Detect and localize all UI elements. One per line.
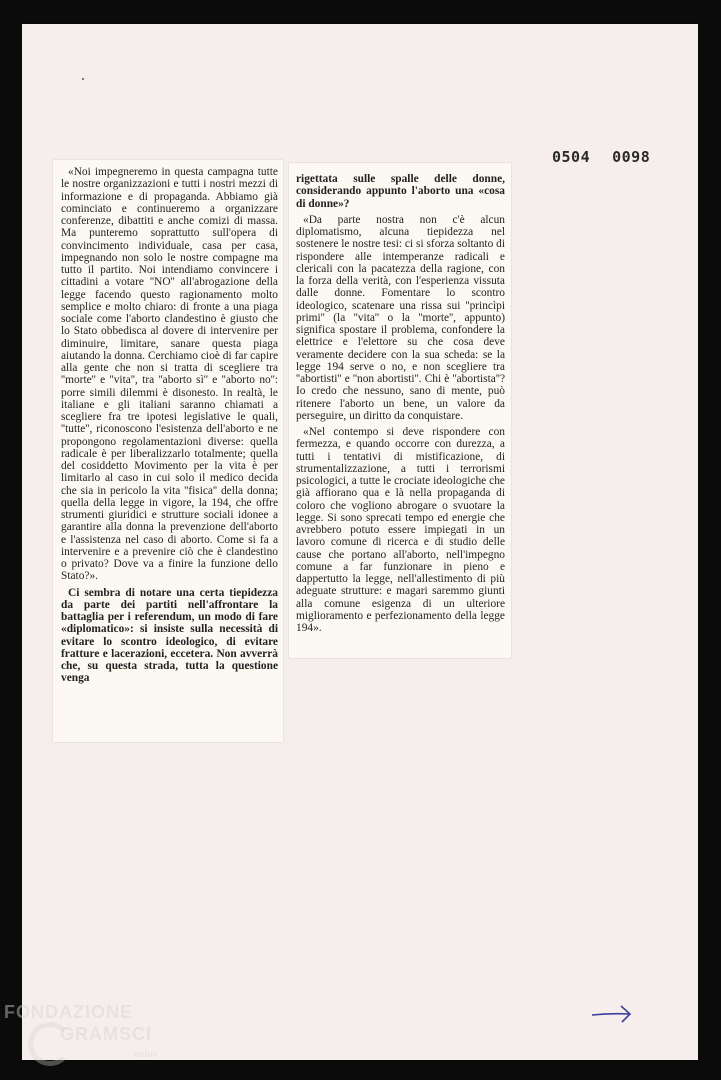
- archive-code-folder: 0504: [552, 148, 591, 166]
- right-paragraph-1-question-end: rigettata sulle spalle delle donne, considerando appunto l'aborto una «cosa di donne»?: [296, 173, 505, 210]
- newspaper-clipping-right: [289, 163, 511, 658]
- paper-mark: [82, 78, 84, 80]
- right-paragraph-3: «Nel contempo si deve rispondere con fermezza, e quando occorre con durezza, a tutti i tentativi di mistificazione, di strumentalizzazione, a tutti i terrorismi psicologici, a tutte le crociate ideologiche che già affiorano qua e là nella propaganda di coloro che vogliono abrogare o svuotare la legge. Si sono sprecati tempo ed energie che avrebbero potuto essere impiegati in un lavoro comune di ricerca e di studio delle cause che portano all'aborto, nell'impegno comune a far funzionare in pieno e dappertutto la legge, nell'allestimento di più adeguate strutture: e magari saremmo giunti alla comune esigenza di un ulteriore miglioramento e perfezionamento della legge 194».: [296, 426, 505, 634]
- newspaper-clipping-left: [53, 160, 283, 742]
- arrow-right-icon: [590, 1003, 634, 1025]
- watermark-line-2: GRAMSCI: [60, 1024, 152, 1044]
- archive-code: [552, 148, 670, 166]
- watermark-line-3: onlus: [134, 1050, 158, 1059]
- right-paragraph-2: «Da parte nostra non c'è alcun diplomatismo, alcuna tiepidezza nel sostenere le nostre tesi: ci si sforza soltanto di rispondere alle intemperanze radicali e clericali con la pacatezza della ragione, con la forza della verità, con l'esperienza vissuta dalle donne. Fomentare lo scontro ideologico, scatenare una rissa sui ''princìpi primi'' (la ''vita'' o la ''morte'', appunto) significa spostare il problema, confondere la elettrice e l'elettore su che cosa deve veramente decidere con la sua scheda: se la legge 194 serve o no, e non scegliere tra ''abortisti'' e ''non abortisti''. Chi è ''abortista''? Io credo che nessuno, sano di mente, può ritenere l'aborto un bene, un valore da perseguire, un diritto da conquistare.: [296, 213, 505, 422]
- left-paragraph-2-question: Ci sembra di notare una certa tiepidezza da parte dei partiti nell'affrontare la battaglia per i referendum, un modo di fare «diplomatico»: si insiste sulla necessità di evitare lo scontro ideologico, di evitare fratture e lacerazioni, eccetera. Non avverrà che, su questa strada, tutta la questione venga: [61, 586, 278, 685]
- fondazione-gramsci-watermark: [4, 1002, 194, 1074]
- left-paragraph-1: «Noi impegneremo in questa campagna tutte le nostre organizzazioni e tutti i nostri mezzi di informazione e di propaganda. Abbiamo già cominciato e continueremo a organizzare conferenze, dibattiti e anche comizi di massa. Ma punteremo soprattutto sull'opera di convincimento individuale, casa per casa, impegnando non solo le nostre compagne ma tutto il partito. Noi intendiamo convincere i cittadini a votare ''NO'' all'abrogazione della legge facendo questo ragionamento molto semplice e molto chiaro: di fronte a una piaga sociale come l'aborto clandestino è giusto che lo Stato obbedisca al dovere di intervenire per diminuire, limitare, sanare questa piaga aiutando la donna. Cerchiamo cioè di far capire alla gente che non si tratta di scegliere tra ''morte'' e ''vita'', tra ''aborto sì'' e ''aborto no'': porre simili dilemmi è disonesto. In realtà, le italiane e gli italiani saranno chiamati a scegliere fra tre ipotesi legislative le quali, ''tutte'', riconoscono l'esistenza dell'aborto e ne propongono regolamentazioni diverse: quella radicale è per liberalizzarlo totalmente; quella del cosiddetto Movimento per la vita è per limitarlo al caso in cui solo il medico decida che sia in pericolo la vita ''fisica'' della donna; quella della legge in vigore, la 194, che offre strumenti giuridici e strutture sociali idonee a garantire alla donna la prevenzione dell'aborto e l'assistenza nel caso di aborto. Come si fa a intervenire e a prevenire ciò che è clandestino o privato? Dove va a finire la funzione dello Stato?».: [61, 166, 278, 583]
- watermark-line-1: FONDAZIONE: [4, 1002, 133, 1022]
- archive-code-page: 0098: [612, 148, 651, 166]
